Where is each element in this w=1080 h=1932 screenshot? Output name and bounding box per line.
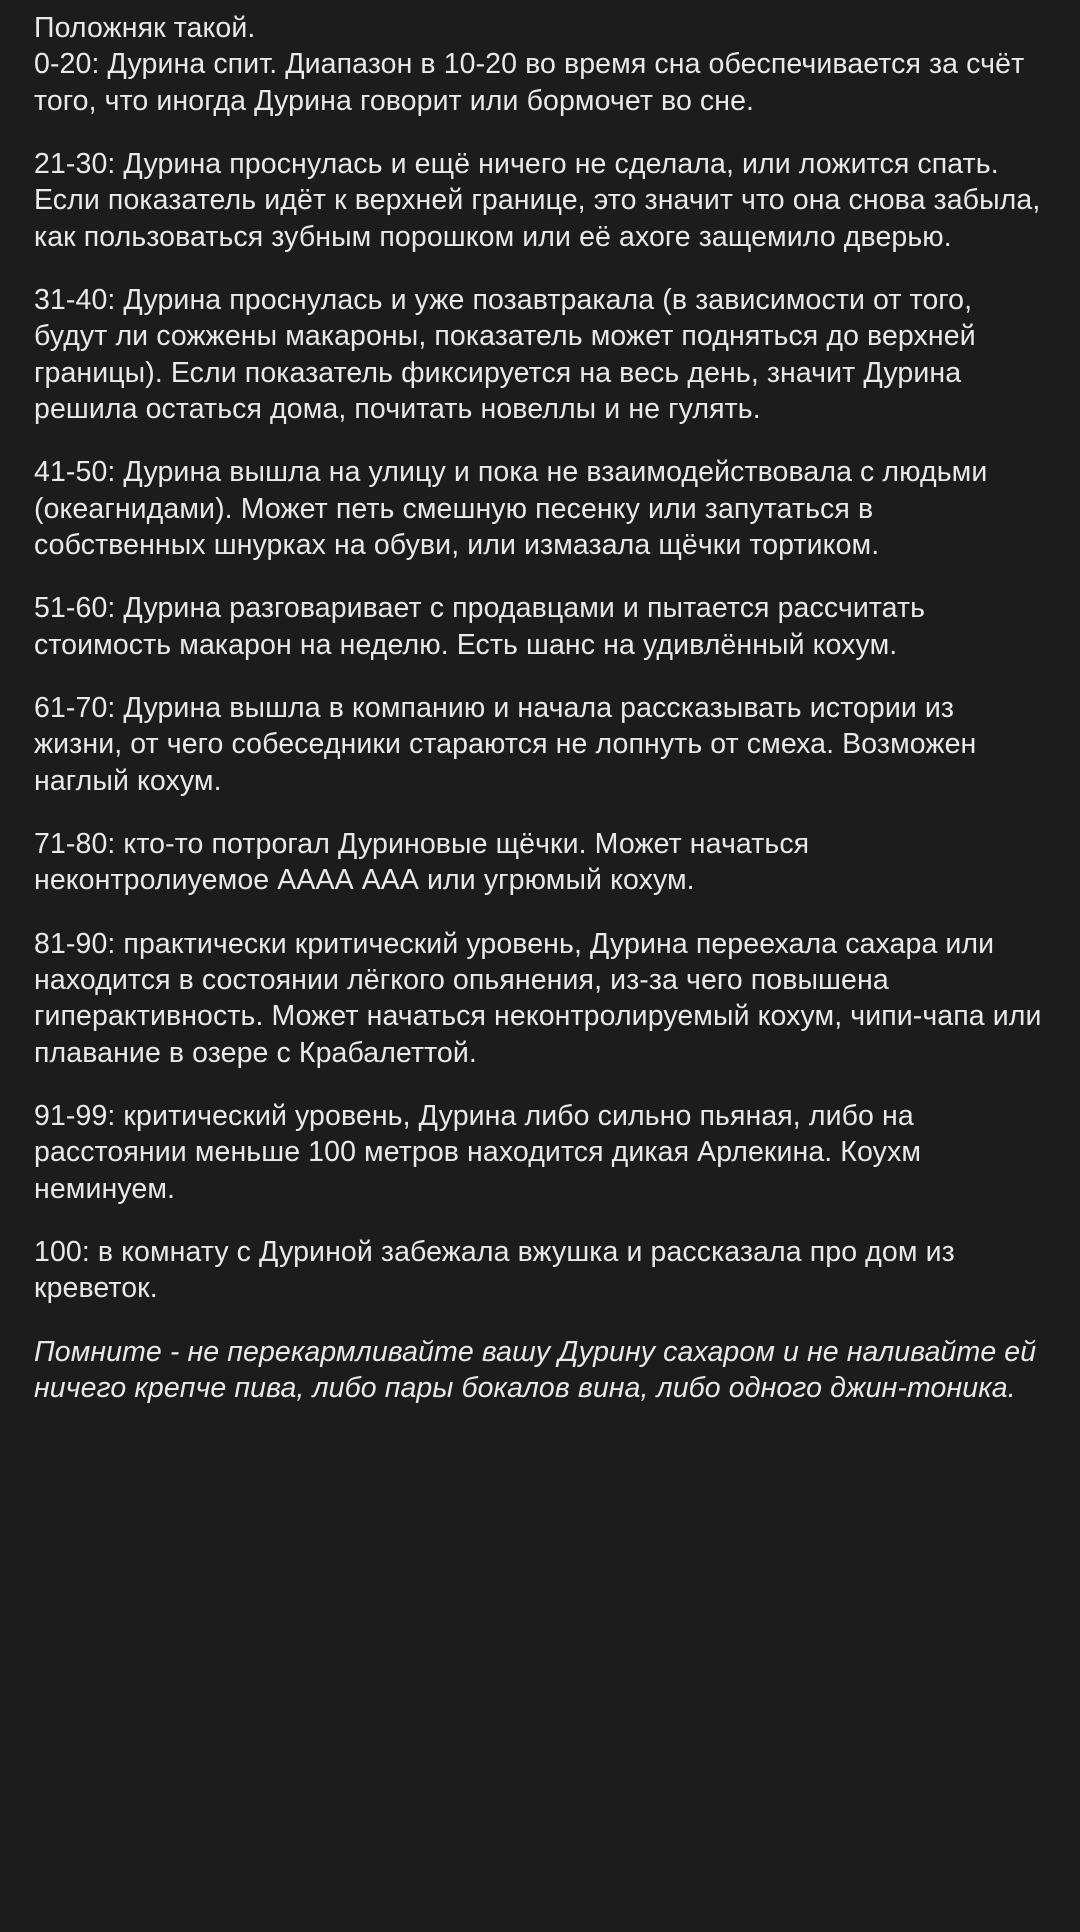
paragraph-range-100: 100: в комнату с Дуриной забежала вжушка и рассказала про дом из креветок. bbox=[34, 1235, 963, 1305]
paragraph-range-51-60: 51-60: Дурина разговаривает с продавцами и пытается рассчитать стоимость макарон на неделю. Есть шанс на удивлённый кохум. bbox=[34, 592, 934, 661]
paragraph-range-61-70: 61-70: Дурина вышла в компанию и начала рассказывать истории из жизни, от чего собеседники стараются не лопнуть от смеха. Возможен наглый кохум. bbox=[34, 691, 985, 797]
paragraph-range-41-50: 41-50: Дурина вышла на улицу и пока не взаимодействовала с людьми (океагнидами). Может петь смешную песенку или запутаться в собственных шнурках на обуви, или измазала щёчки тортиком. bbox=[34, 456, 996, 561]
paragraph-range-0-20: 0-20: Дурина спит. Диапазон в 10-20 во время сна обеспечивается за счёт того, что иногда Дурина говорит или бормочет во сне. bbox=[34, 48, 1033, 117]
paragraph-range-81-90: 81-90: практически критический уровень, Дурина переехала сахара или находится в состоянии лёгкого опьянения, из-за чего повышена гиперактивность. Может начаться неконтролируемый кохум, чипи-чапа или плавание в озере с Крабалеттой. bbox=[34, 927, 1050, 1069]
paragraph-intro: Положняк такой. bbox=[34, 12, 256, 44]
paragraph-range-91-99: 91-99: критический уровень, Дурина либо сильно пьяная, либо на расстоянии меньше 100 метров находится дикая Арлекина. Коухм неминуем. bbox=[34, 1099, 930, 1205]
paragraph-footer-note: Помните - не перекармливайте вашу Дурину сахаром и не наливайте ей ничего крепче пива, либо пары бокалов вина, либо одного джин-тоника. bbox=[34, 1335, 1045, 1404]
paragraph-range-31-40: 31-40: Дурина проснулась и уже позавтракала (в зависимости от того, будут ли сожжены макароны, показатель может подняться до верхней границы). Если показатель фиксируется на весь день, значит Дурина решила остаться дома, почитать новеллы и не гулять. bbox=[34, 283, 984, 425]
paragraph-range-71-80: 71-80: кто-то потрогал Дуриновые щёчки. Может начаться неконтролиуемое АААА ААА или угрюмый кохум. bbox=[34, 827, 818, 897]
paragraph-range-21-30: 21-30: Дурина проснулась и ещё ничего не сделала, или ложится спать. Если показатель идёт к верхней границе, это значит что она снова забыла, как пользоваться зубным порошком или её ахоге защемило дверью. bbox=[34, 147, 1049, 253]
